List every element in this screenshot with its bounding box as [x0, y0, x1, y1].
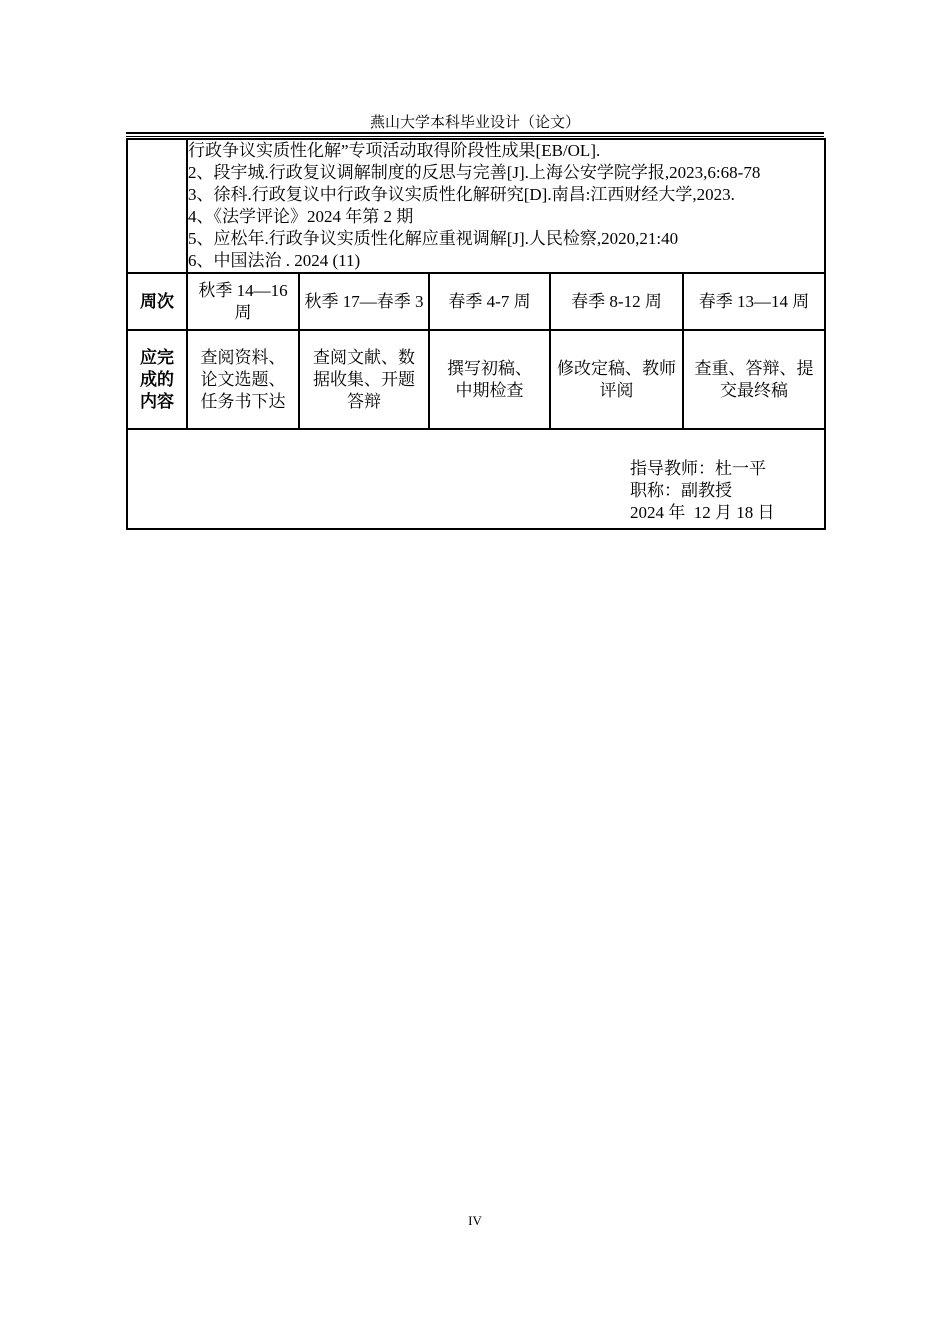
reference-item: 4、《法学评论》2024 年第 2 期 [188, 207, 414, 226]
reference-item: 5、应松年.行政争议实质性化解应重视调解[J].人民检察,2020,21:40 [188, 229, 679, 248]
signature-row [127, 429, 825, 529]
page-header: 燕山大学本科毕业设计（论文） [369, 115, 580, 131]
advisor-title: 职称：副教授 [630, 481, 732, 500]
content-cell: 撰写初稿、中期检查 [429, 330, 550, 429]
reference-item: 行政争议实质性化解”专项活动取得阶段性成果[EB/OL]. [188, 141, 601, 160]
references-cell [187, 139, 825, 273]
content-cell: 修改定稿、教师评阅 [550, 330, 683, 429]
reference-item: 3、徐科.行政复议中行政争议实质性化解研究[D].南昌:江西财经大学,2023. [188, 185, 735, 204]
header-rule-thin [126, 136, 824, 137]
content-cell: 查重、答辩、提交最终稿 [683, 330, 825, 429]
week-cell: 秋季 14—16 周 [187, 273, 299, 330]
references-label-cell [127, 139, 187, 273]
references-row [127, 139, 825, 273]
reference-item: 2、段宇城.行政复议调解制度的反思与完善[J].上海公安学院学报,2023,6:68-78 [188, 163, 761, 182]
header-rule [126, 132, 824, 134]
week-cell: 春季 13—14 周 [683, 273, 825, 330]
week-cell: 春季 8-12 周 [550, 273, 683, 330]
content-row [127, 330, 825, 429]
week-cell: 秋季 17—春季 3 [299, 273, 429, 330]
signature-cell [127, 429, 825, 529]
content-label: 应完成的内容 [127, 330, 187, 429]
reference-item: 6、中国法治 . 2024 (11) [188, 251, 361, 270]
week-label: 周次 [127, 273, 187, 330]
content-cell: 查阅资料、论文选题、任务书下达 [187, 330, 299, 429]
task-table [126, 138, 826, 530]
week-row [127, 273, 825, 330]
signature-block [630, 458, 775, 524]
page-number: IV [468, 1213, 482, 1228]
advisor-name: 指导教师：杜一平 [630, 459, 766, 478]
week-cell: 春季 4-7 周 [429, 273, 550, 330]
signature-date: 2024 年 12 月 18 日 [630, 503, 775, 522]
content-cell: 查阅文献、数据收集、开题答辩 [299, 330, 429, 429]
